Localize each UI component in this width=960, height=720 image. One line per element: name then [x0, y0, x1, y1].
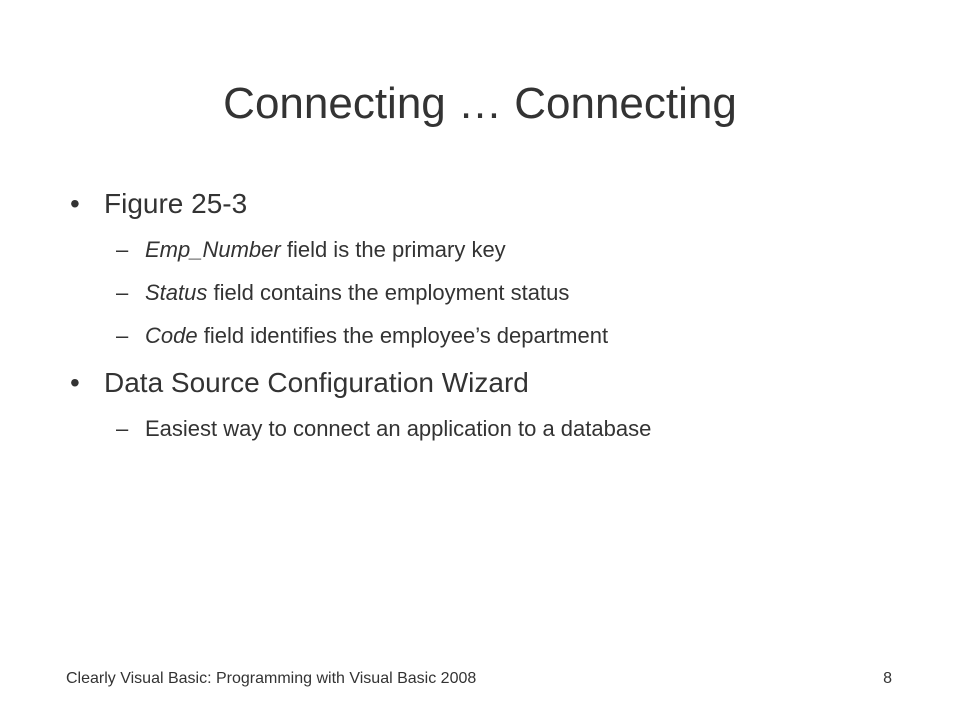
- bullet-text: Figure 25-3: [104, 188, 248, 219]
- bullet-marker: •: [70, 367, 80, 398]
- bullet-figure: [70, 184, 930, 224]
- sub-bullet-easiest-way: [70, 413, 930, 445]
- sub-bullet-code: [70, 320, 930, 352]
- slide-title: Connecting … Connecting: [223, 79, 737, 128]
- sub-list-figure: [70, 234, 930, 352]
- bullet-wizard: [70, 363, 930, 403]
- sub-bullet-text: Easiest way to connect an application to a database: [145, 416, 652, 441]
- slide-content: [70, 184, 930, 456]
- field-name: Code: [145, 323, 198, 348]
- field-name: Emp_Number: [145, 237, 281, 262]
- sub-bullet-marker: –: [116, 323, 129, 348]
- sub-bullet-marker: –: [116, 280, 129, 305]
- sub-list-wizard: [70, 413, 930, 445]
- sub-bullet-status: [70, 277, 930, 309]
- sub-bullet-text: field is the primary key: [280, 237, 506, 262]
- sub-bullet-emp-number: [70, 234, 930, 266]
- field-name: Status: [145, 280, 208, 305]
- bullet-marker: •: [70, 188, 80, 219]
- page-number: 8: [883, 670, 892, 687]
- sub-bullet-text: field identifies the employee’s department: [197, 323, 609, 348]
- bullet-text: Data Source Configuration Wizard: [104, 367, 529, 398]
- footer-book-title: Clearly Visual Basic: Programming with Visual Basic 2008: [66, 670, 477, 687]
- sub-bullet-marker: –: [116, 237, 129, 262]
- sub-bullet-text: field contains the employment status: [207, 280, 570, 305]
- sub-bullet-marker: –: [116, 416, 129, 441]
